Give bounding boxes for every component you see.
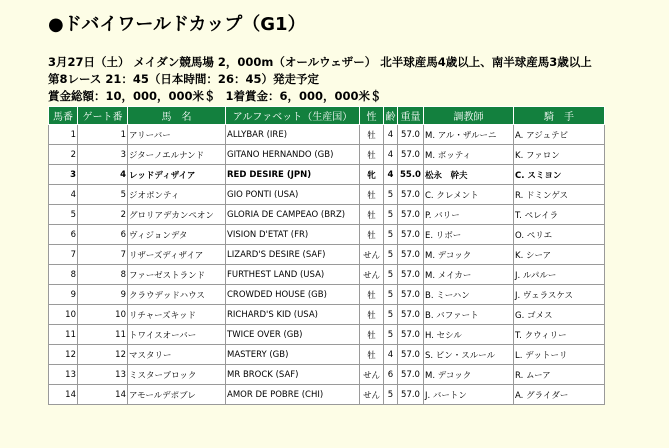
entries-table: [48, 106, 605, 405]
sex-cell: 牡: [360, 285, 384, 305]
alphabet-name-cell: RED DESIRE (JPN): [226, 165, 360, 185]
trainer-cell: M. デコック: [424, 245, 514, 265]
table-row: [49, 125, 605, 145]
table-row: [49, 345, 605, 365]
alphabet-name-cell: VISION D'ETAT (FR): [226, 225, 360, 245]
trainer-cell: M. メイカー: [424, 265, 514, 285]
horse-number-cell: 1: [49, 125, 78, 145]
weight-cell: 57.0: [398, 305, 424, 325]
total-prize: 賞金総額：10，000，000米＄: [48, 89, 216, 103]
trainer-cell: 松永 幹夫: [424, 165, 514, 185]
sex-cell: 牡: [360, 145, 384, 165]
jockey-cell: T. クウィリー: [514, 325, 605, 345]
sex-cell: 牡: [360, 205, 384, 225]
sex-cell: せん: [360, 265, 384, 285]
sex-cell: 牡: [360, 305, 384, 325]
alphabet-name-cell: RICHARD'S KID (USA): [226, 305, 360, 325]
horse-number-cell: 14: [49, 385, 78, 405]
alphabet-name-cell: FURTHEST LAND (USA): [226, 265, 360, 285]
weight-cell: 57.0: [398, 365, 424, 385]
trainer-cell: E. リボー: [424, 225, 514, 245]
table-row: [49, 325, 605, 345]
table-row: [49, 225, 605, 245]
jockey-cell: R. ムーア: [514, 365, 605, 385]
alphabet-name-cell: ALLYBAR (IRE): [226, 125, 360, 145]
age-cell: 6: [384, 365, 398, 385]
sex-cell: 牡: [360, 325, 384, 345]
header-horse-number: 馬番: [49, 107, 78, 125]
header-alphabet-name: アルファベット（生産国）: [226, 107, 360, 125]
horse-name-cell: グロリアデカンペオン: [128, 205, 226, 225]
sex-cell: 牝: [360, 165, 384, 185]
table-row: [49, 365, 605, 385]
horse-number-cell: 11: [49, 325, 78, 345]
weight-cell: 57.0: [398, 325, 424, 345]
table-row: [49, 265, 605, 285]
horse-number-cell: 8: [49, 265, 78, 285]
sex-cell: せん: [360, 385, 384, 405]
table-row: [49, 205, 605, 225]
gate-number-cell: 9: [78, 285, 128, 305]
alphabet-name-cell: GIO PONTI (USA): [226, 185, 360, 205]
weight-cell: 57.0: [398, 225, 424, 245]
trainer-cell: H. セシル: [424, 325, 514, 345]
jockey-cell: T. ペレイラ: [514, 205, 605, 225]
jockey-cell: K. ファロン: [514, 145, 605, 165]
gate-number-cell: 7: [78, 245, 128, 265]
horse-number-cell: 2: [49, 145, 78, 165]
trainer-cell: S. ビン・スルール: [424, 345, 514, 365]
jockey-cell: R. ドミンゲス: [514, 185, 605, 205]
horse-name-cell: クラウデッドハウス: [128, 285, 226, 305]
horse-name-cell: ジターノエルナンド: [128, 145, 226, 165]
table-header-row: [49, 107, 605, 125]
trainer-cell: M. アル・ザルーニ: [424, 125, 514, 145]
jockey-cell: K. シーア: [514, 245, 605, 265]
gate-number-cell: 1: [78, 125, 128, 145]
table-row: [49, 245, 605, 265]
age-cell: 5: [384, 385, 398, 405]
gate-number-cell: 2: [78, 205, 128, 225]
page-title: ●ドバイワールドカップ（G1）: [48, 14, 306, 35]
age-cell: 4: [384, 165, 398, 185]
horse-name-cell: トワイスオーバー: [128, 325, 226, 345]
table-row: [49, 165, 605, 185]
age-cell: 5: [384, 245, 398, 265]
age-cell: 5: [384, 185, 398, 205]
gate-number-cell: 4: [78, 165, 128, 185]
horse-number-cell: 12: [49, 345, 78, 365]
alphabet-name-cell: AMOR DE POBRE (CHI): [226, 385, 360, 405]
trainer-cell: C. クレメント: [424, 185, 514, 205]
sex-cell: 牡: [360, 225, 384, 245]
weight-cell: 57.0: [398, 185, 424, 205]
trainer-cell: B. ミーハン: [424, 285, 514, 305]
trainer-cell: P. バリー: [424, 205, 514, 225]
jockey-cell: C. スミヨン: [514, 165, 605, 185]
gate-number-cell: 3: [78, 145, 128, 165]
weight-cell: 57.0: [398, 205, 424, 225]
horse-number-cell: 7: [49, 245, 78, 265]
header-weight: 重量: [398, 107, 424, 125]
race-details: 3月27日（土） メイダン競馬場 2，000m（オールウェザー） 北半球産馬4歳以上、南半球産馬3歳以上: [48, 55, 592, 69]
age-cell: 5: [384, 265, 398, 285]
jockey-cell: J. ルパルー: [514, 265, 605, 285]
jockey-cell: A. アジュテビ: [514, 125, 605, 145]
gate-number-cell: 14: [78, 385, 128, 405]
alphabet-name-cell: MASTERY (GB): [226, 345, 360, 365]
table-row: [49, 285, 605, 305]
table-row: [49, 185, 605, 205]
gate-number-cell: 13: [78, 365, 128, 385]
sex-cell: 牡: [360, 345, 384, 365]
horse-name-cell: ジオポンティ: [128, 185, 226, 205]
alphabet-name-cell: CROWDED HOUSE (GB): [226, 285, 360, 305]
horse-name-cell: レッドディザイア: [128, 165, 226, 185]
jockey-cell: L. デットーリ: [514, 345, 605, 365]
header-age: 齢: [384, 107, 398, 125]
alphabet-name-cell: LIZARD'S DESIRE (SAF): [226, 245, 360, 265]
weight-cell: 57.0: [398, 345, 424, 365]
age-cell: 5: [384, 205, 398, 225]
horse-number-cell: 9: [49, 285, 78, 305]
alphabet-name-cell: MR BROCK (SAF): [226, 365, 360, 385]
gate-number-cell: 10: [78, 305, 128, 325]
age-cell: 5: [384, 325, 398, 345]
trainer-cell: M. ボッティ: [424, 145, 514, 165]
horse-name-cell: マスタリー: [128, 345, 226, 365]
jockey-cell: A. グライダー: [514, 385, 605, 405]
weight-cell: 57.0: [398, 125, 424, 145]
horse-number-cell: 5: [49, 205, 78, 225]
trainer-cell: J. バートン: [424, 385, 514, 405]
gate-number-cell: 6: [78, 225, 128, 245]
age-cell: 5: [384, 285, 398, 305]
gate-number-cell: 5: [78, 185, 128, 205]
header-sex: 性: [360, 107, 384, 125]
alphabet-name-cell: GLORIA DE CAMPEAO (BRZ): [226, 205, 360, 225]
trainer-cell: B. バファート: [424, 305, 514, 325]
horse-name-cell: アモールデポブレ: [128, 385, 226, 405]
first-prize: 1着賞金：6，000，000米＄: [225, 89, 382, 103]
horse-number-cell: 4: [49, 185, 78, 205]
prize-info: [48, 88, 382, 104]
sex-cell: せん: [360, 365, 384, 385]
weight-cell: 55.0: [398, 165, 424, 185]
horse-name-cell: リザーズディザイア: [128, 245, 226, 265]
weight-cell: 57.0: [398, 145, 424, 165]
sex-cell: せん: [360, 245, 384, 265]
age-cell: 4: [384, 345, 398, 365]
alphabet-name-cell: GITANO HERNANDO (GB): [226, 145, 360, 165]
alphabet-name-cell: TWICE OVER (GB): [226, 325, 360, 345]
table-row: [49, 305, 605, 325]
weight-cell: 57.0: [398, 265, 424, 285]
trainer-cell: M. デコック: [424, 365, 514, 385]
jockey-cell: O. ペリエ: [514, 225, 605, 245]
horse-name-cell: アリーバー: [128, 125, 226, 145]
table-row: [49, 385, 605, 405]
horse-number-cell: 3: [49, 165, 78, 185]
header-horse-name: 馬 名: [128, 107, 226, 125]
gate-number-cell: 8: [78, 265, 128, 285]
header-gate-number: ゲート番: [78, 107, 128, 125]
horse-name-cell: リチャーズキッド: [128, 305, 226, 325]
horse-name-cell: ヴィジョンデタ: [128, 225, 226, 245]
gate-number-cell: 11: [78, 325, 128, 345]
header-trainer: 調教師: [424, 107, 514, 125]
jockey-cell: J. ヴェラスケス: [514, 285, 605, 305]
table-row: [49, 145, 605, 165]
age-cell: 4: [384, 145, 398, 165]
weight-cell: 57.0: [398, 245, 424, 265]
sex-cell: 牡: [360, 125, 384, 145]
horse-number-cell: 6: [49, 225, 78, 245]
jockey-cell: G. ゴメス: [514, 305, 605, 325]
sex-cell: 牡: [360, 185, 384, 205]
gate-number-cell: 12: [78, 345, 128, 365]
age-cell: 5: [384, 305, 398, 325]
horse-name-cell: ミスターブロック: [128, 365, 226, 385]
horse-name-cell: ファーゼストランド: [128, 265, 226, 285]
header-jockey: 騎 手: [514, 107, 605, 125]
race-time: 第8レース 21：45（日本時間：26：45）発走予定: [48, 72, 319, 86]
horse-number-cell: 13: [49, 365, 78, 385]
age-cell: 5: [384, 225, 398, 245]
age-cell: 4: [384, 125, 398, 145]
weight-cell: 57.0: [398, 385, 424, 405]
horse-number-cell: 10: [49, 305, 78, 325]
weight-cell: 57.0: [398, 285, 424, 305]
